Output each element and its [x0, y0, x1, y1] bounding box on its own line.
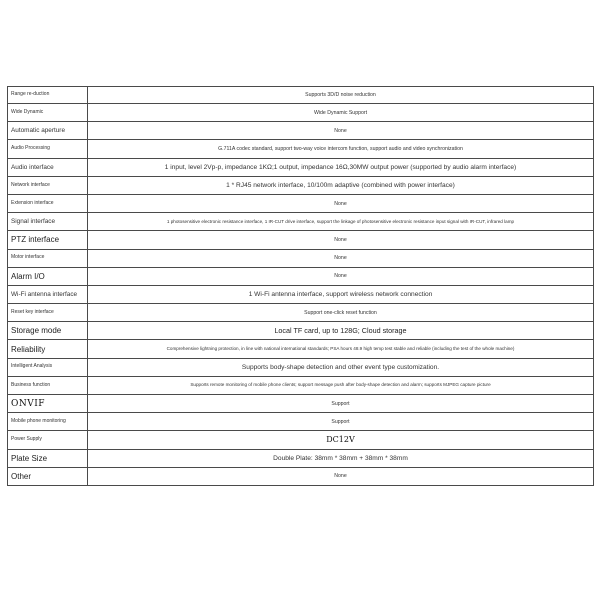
table-row: [8, 176, 594, 194]
table-row: [8, 304, 594, 322]
spec-label: Storage mode: [8, 322, 88, 340]
spec-value: Support: [88, 395, 594, 413]
spec-label: Range re-duction: [8, 87, 88, 104]
spec-value: None: [88, 267, 594, 285]
spec-label: Other: [8, 467, 88, 485]
spec-label: Network interface: [8, 176, 88, 194]
spec-label: Business function: [8, 376, 88, 394]
table-row: [8, 122, 594, 140]
table-row: [8, 358, 594, 376]
spec-value: 1 input, level 2Vp-p, impedance 1KΩ;1 output, impedance 16Ω,30MW output power (supported by audio alarm interface): [88, 158, 594, 176]
spec-value: Comprehensive lightning protection, in line with national international standards; PSA hours 48.9 high temp test stable and reliable (including the test of the whole machine): [88, 340, 594, 358]
spec-label: ONVIF: [8, 395, 88, 413]
table-row: [8, 231, 594, 249]
spec-value: 1 * RJ45 network interface, 10/100m adaptive (combined with power interface): [88, 176, 594, 194]
spec-value: None: [88, 194, 594, 212]
table-row: [8, 87, 594, 104]
spec-value: Supports remote monitoring of mobile phone clients; support message push after body-shape detection and alarm; supports MJPEG capture picture: [88, 376, 594, 394]
spec-value: Wide Dynamic Support: [88, 104, 594, 122]
spec-value: None: [88, 249, 594, 267]
spec-label: Reliability: [8, 340, 88, 358]
spec-value: None: [88, 467, 594, 485]
spec-label: Reset key interface: [8, 304, 88, 322]
table-row: [8, 467, 594, 485]
spec-label: Intelligent Analysis: [8, 358, 88, 376]
spec-label: Plate Size: [8, 449, 88, 467]
spec-value: Support one-click reset function: [88, 304, 594, 322]
table-row: [8, 322, 594, 340]
table-row: [8, 340, 594, 358]
spec-value: Local TF card, up to 128G; Cloud storage: [88, 322, 594, 340]
table-row: [8, 140, 594, 158]
spec-label: Signal interface: [8, 213, 88, 231]
spec-label: Extension interface: [8, 194, 88, 212]
spec-value: Support: [88, 413, 594, 431]
table-row: [8, 249, 594, 267]
table-row: [8, 431, 594, 449]
spec-value: G.711A codec standard, support two-way voice intercom function, support audio and video synchronization: [88, 140, 594, 158]
spec-label: Power Supply: [8, 431, 88, 449]
table-row: [8, 285, 594, 303]
table-row: [8, 213, 594, 231]
table-row: [8, 395, 594, 413]
spec-label: Alarm I/O: [8, 267, 88, 285]
spec-value: Supports body-shape detection and other event type customization.: [88, 358, 594, 376]
spec-label: Mobile phone monitoring: [8, 413, 88, 431]
table-row: [8, 194, 594, 212]
spec-label: Wi-Fi antenna interface: [8, 285, 88, 303]
spec-label: Audio interface: [8, 158, 88, 176]
spec-value: Double Plate: 38mm * 38mm + 38mm * 38mm: [88, 449, 594, 467]
table-row: [8, 158, 594, 176]
table-row: [8, 267, 594, 285]
spec-label: Wide Dynamic: [8, 104, 88, 122]
spec-label: Automatic aperture: [8, 122, 88, 140]
spec-value: 1 photosensitive electronic resistance interface, 1 IR-CUT drive interface, support the linkage of photosensitive electronic resistance input signal with IR-CUT, infrared lamp: [88, 213, 594, 231]
table-row: [8, 413, 594, 431]
spec-value: Supports 3D/D noise reduction: [88, 87, 594, 104]
table-row: [8, 376, 594, 394]
spec-table: [7, 86, 594, 486]
table-row: [8, 449, 594, 467]
spec-label: PTZ interface: [8, 231, 88, 249]
spec-label: Audio Processing: [8, 140, 88, 158]
spec-value: None: [88, 231, 594, 249]
spec-value: 1 Wi-Fi antenna interface, support wireless network connection: [88, 285, 594, 303]
spec-value: DC12V: [88, 431, 594, 449]
spec-label: Motor interface: [8, 249, 88, 267]
table-row: [8, 104, 594, 122]
spec-value: None: [88, 122, 594, 140]
